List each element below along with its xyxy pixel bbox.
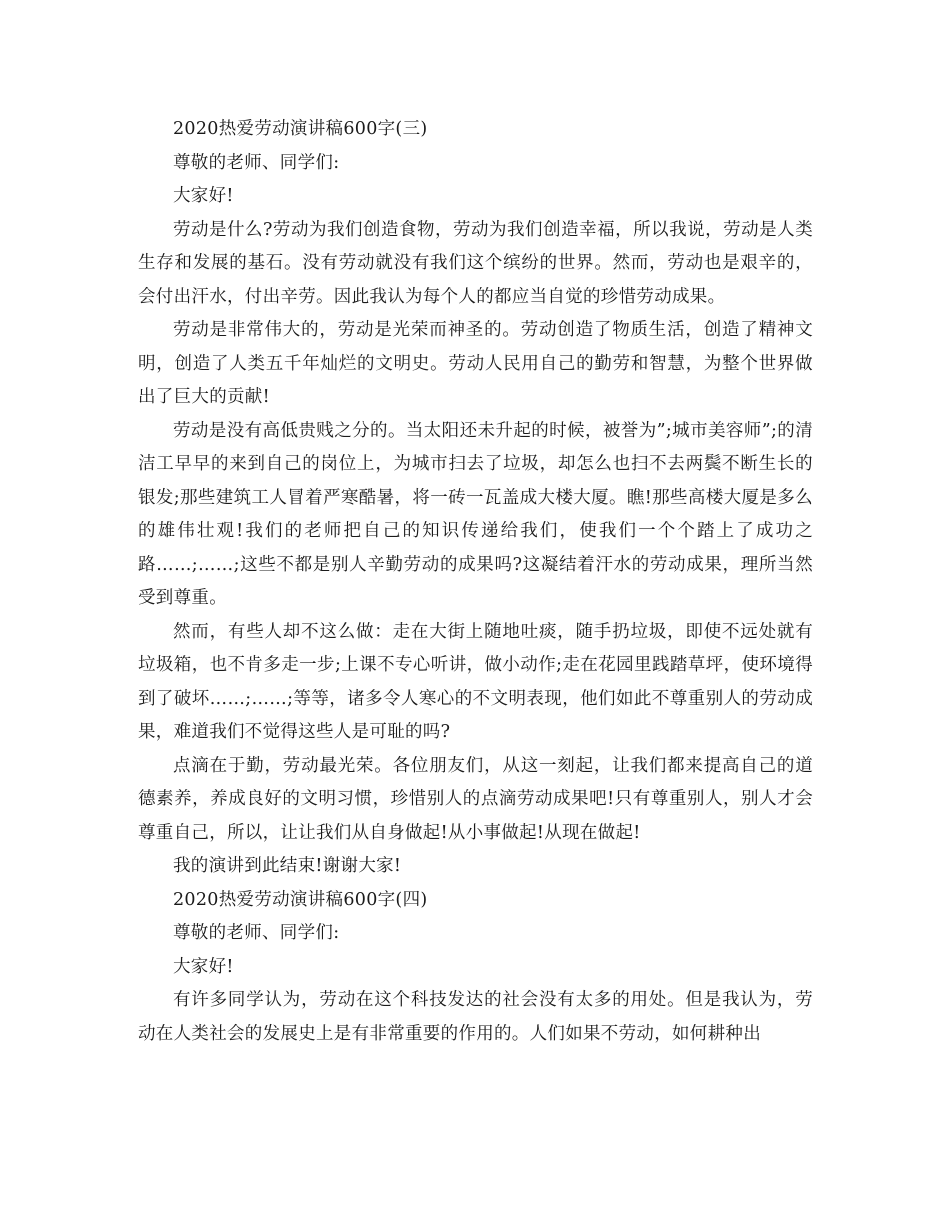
paragraph: 劳动是非常伟大的，劳动是光荣而神圣的。劳动创造了物质生活，创造了精神文明，创造了人类五千年灿烂的文明史。劳动人民用自己的勤劳和智慧，为整个世界做出了巨大的贡献! — [138, 320, 813, 407]
salutation: 尊敬的老师、同学们: — [173, 152, 340, 173]
section-title: 2020热爱劳动演讲稿600字(三) — [173, 119, 428, 139]
paragraph: 有许多同学认为，劳动在这个科技发达的社会没有太多的用处。但是我认为，劳动在人类社会的发展史上是有非常重要的作用的。人们如果不劳动，如何耕种出 — [138, 990, 813, 1044]
paragraph: 劳动是什么?劳动为我们创造食物，劳动为我们创造幸福，所以我说，劳动是人类生存和发展的基石。没有劳动就没有我们这个缤纷的世界。然而，劳动也是艰辛的，会付出汗水，付出辛劳。因此我认为每个人的都应当自觉的珍惜劳动成果。 — [138, 219, 813, 307]
salutation: 尊敬的老师、同学们: — [173, 923, 340, 943]
section-title: 2020热爱劳动演讲稿600字(四) — [173, 889, 428, 910]
closing: 我的演讲到此结束!谢谢大家! — [173, 856, 402, 876]
greeting: 大家好! — [173, 956, 234, 977]
paragraph: 然而，有些人却不这么做：走在大街上随地吐痰，随手扔垃圾，即使不远处就有垃圾箱，也不肯多走一步;上课不专心听讲，做小动作;走在花园里践踏草坪，使环境得到了破坏……;……;等等，诸多令人寒心的不文明表现，他们如此不尊重别人的劳动成果，难道我们不觉得这些人是可耻的吗? — [138, 621, 813, 742]
paragraph: 点滴在于勤，劳动最光荣。各位朋友们，从这一刻起，让我们都来提高自己的道德素养，养成良好的文明习惯，珍惜别人的点滴劳动成果吧!只有尊重别人，别人才会尊重自己，所以，让让我们从自身做起!从小事做起!从现在做起! — [138, 755, 813, 843]
greeting: 大家好! — [173, 186, 234, 206]
paragraph: 劳动是没有高低贵贱之分的。当太阳还未升起的时候，被誉为”;城市美容师”;的清洁工早早的来到自己的岗位上，为城市扫去了垃圾，却怎么也扫不去两鬓不断生长的银发;那些建筑工人冒着严寒酷暑，将一砖一瓦盖成大楼大厦。瞧!那些高楼大厦是多么的雄伟壮观!我们的老师把自己的知识传递给我们，使我们一个个踏上了成功之路……;……;这些不都是别人辛勤劳动的成果吗?这凝结着汗水的劳动成果，理所当然受到尊重。 — [138, 420, 813, 608]
document-body — [138, 113, 813, 1051]
